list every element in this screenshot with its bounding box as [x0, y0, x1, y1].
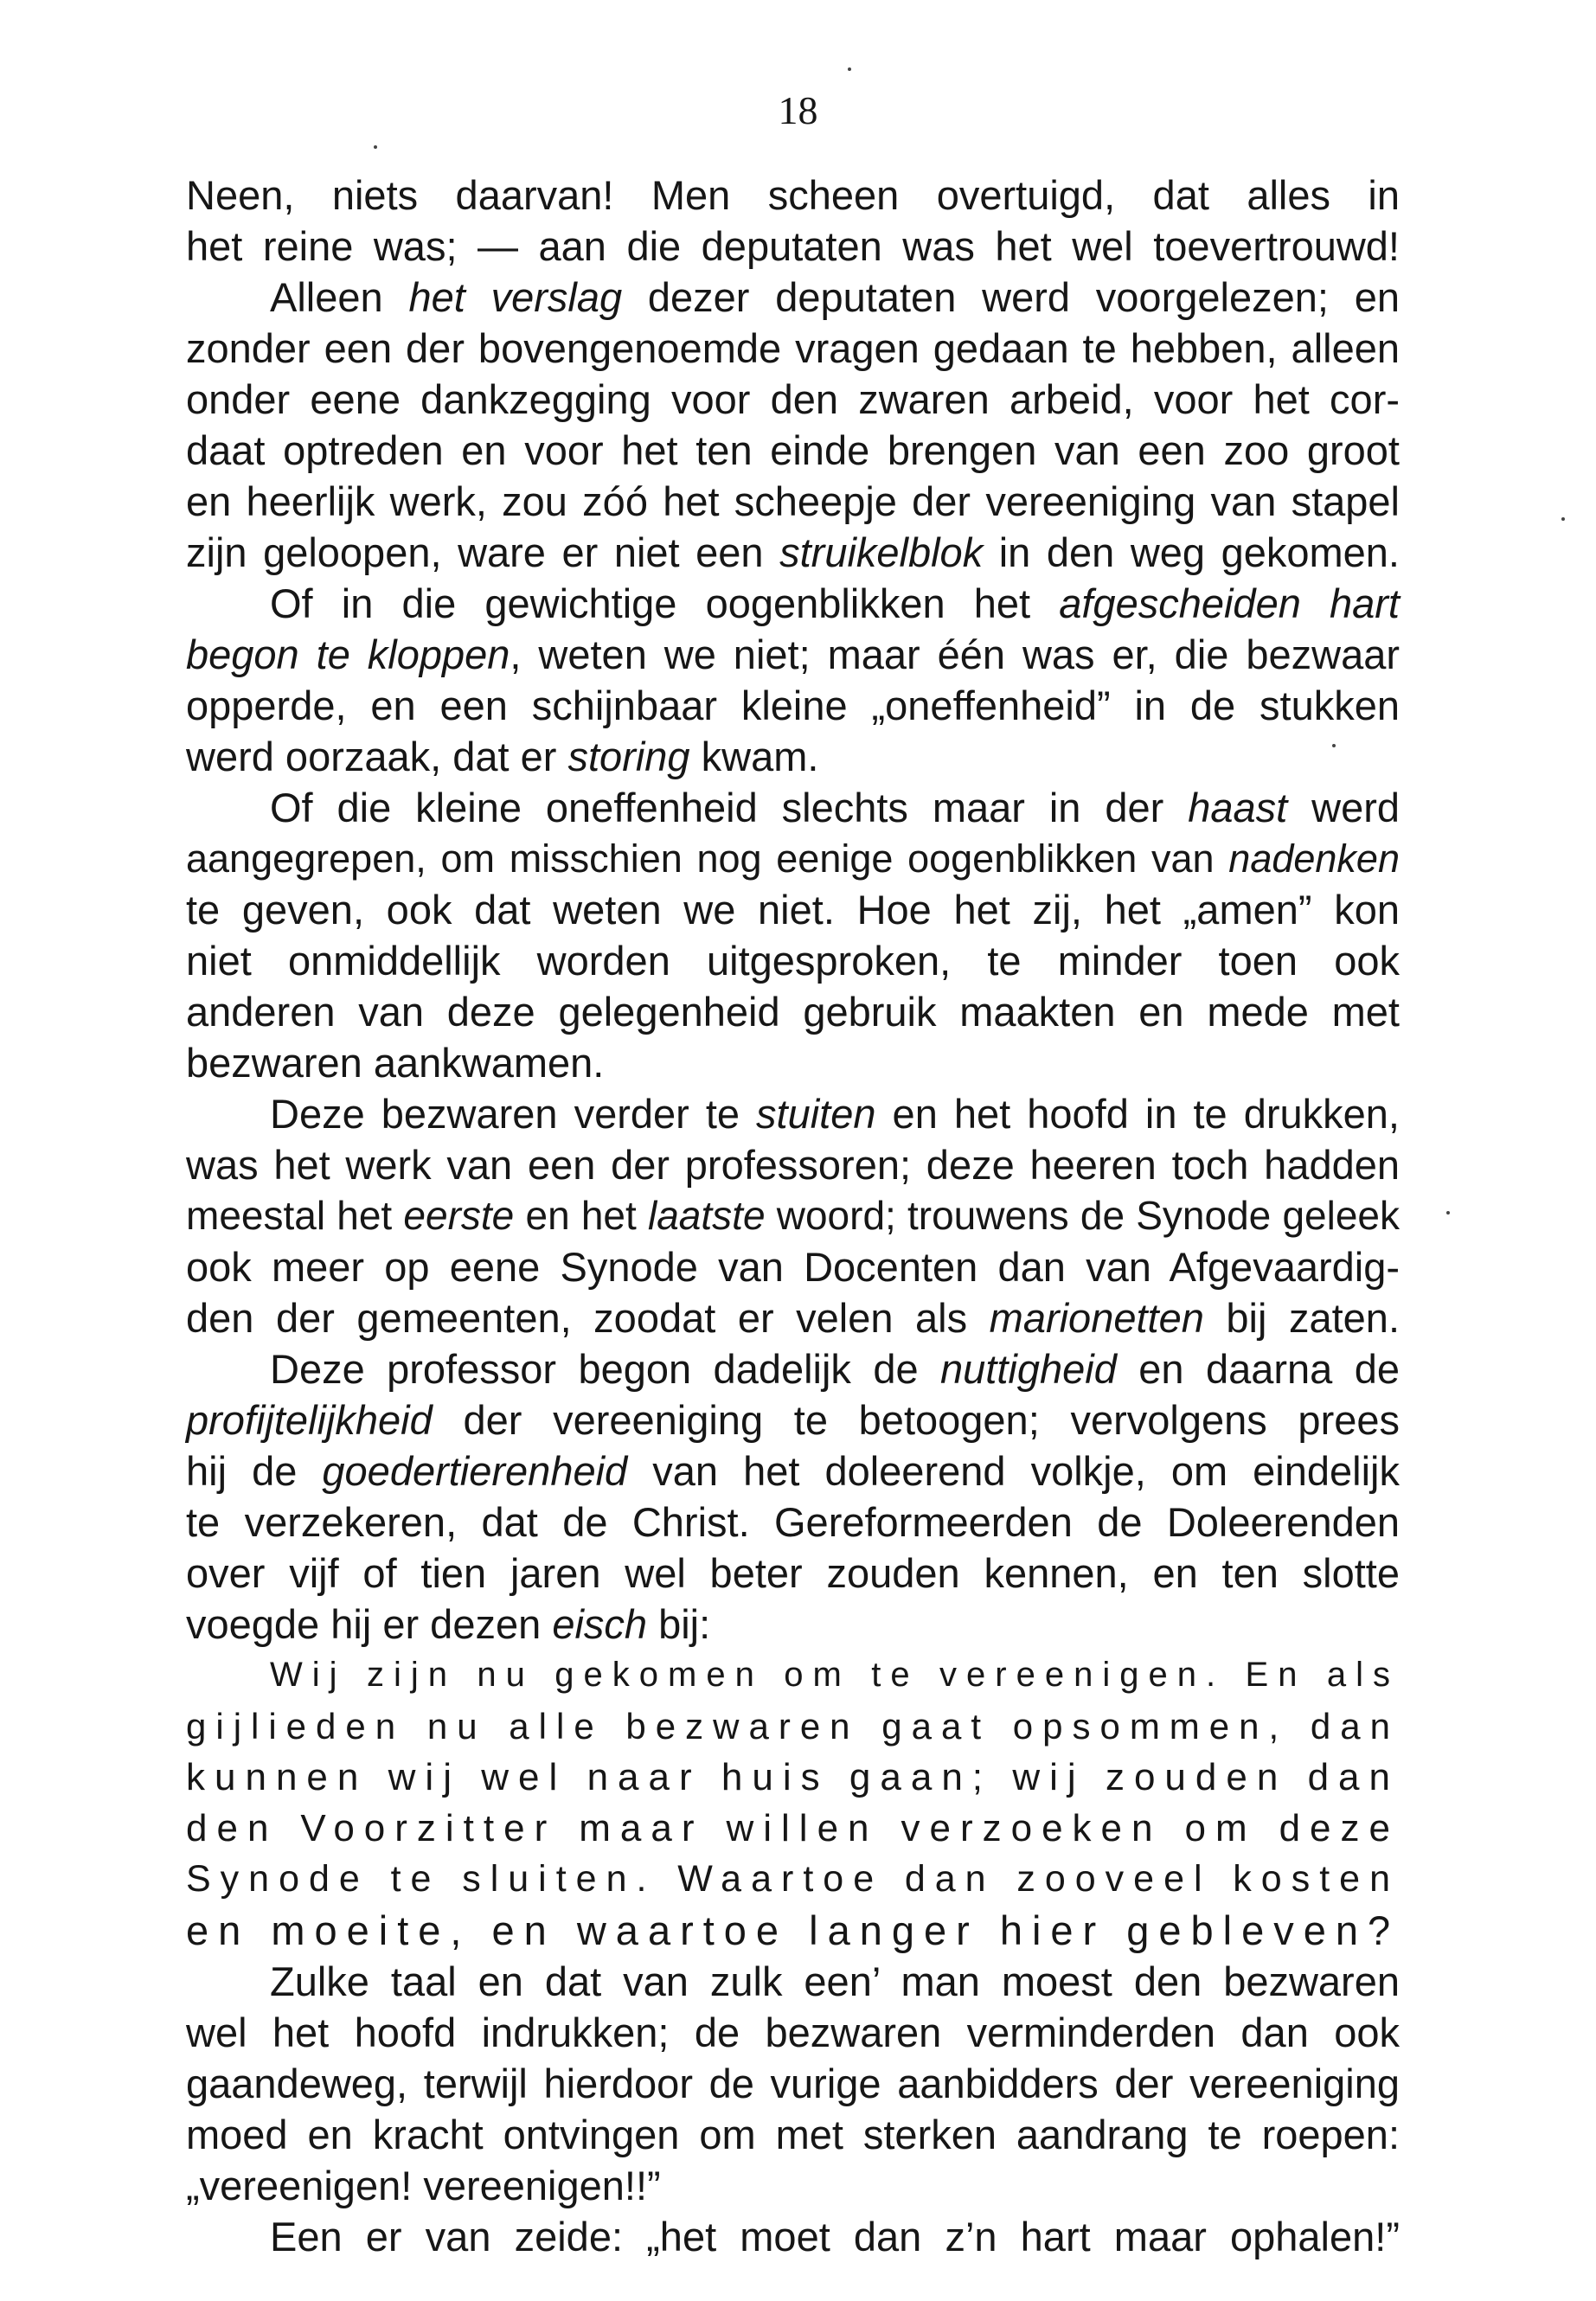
text-line — [186, 1752, 1400, 1803]
emphasis-text: nuttigheid — [940, 1346, 1117, 1392]
text-segment: bij: — [647, 1601, 711, 1647]
emphasis-text: struikelblok — [779, 529, 984, 575]
text-segment: en het hoofd in te drukken, — [875, 1091, 1400, 1137]
text-line — [186, 1445, 1400, 1497]
emphasis-text: stuiten — [756, 1091, 876, 1137]
text-line — [186, 782, 1400, 833]
text-line — [186, 1292, 1400, 1343]
emphasis-text: haast — [1188, 785, 1288, 830]
text-line — [186, 1241, 1400, 1292]
text-segment: bezwaren aankwamen. — [186, 1040, 605, 1086]
text-segment: Of die kleine oneffenheid slechts maar in der — [270, 785, 1189, 830]
text-segment: Wij zijn nu gekomen om te vereenigen. En als — [270, 1656, 1400, 1694]
text-line — [186, 935, 1400, 986]
text-segment: van het doleerend volkje, om eindelijk — [627, 1448, 1400, 1494]
text-segment: daat optreden en voor het ten einde brengen van een zoo groot — [186, 427, 1400, 473]
text-segment: Deze bezwaren verder te — [270, 1091, 757, 1137]
text-line — [186, 2211, 1400, 2262]
text-line — [186, 1139, 1400, 1190]
text-line — [186, 1803, 1400, 1854]
text-segment: onder eene dankzegging voor den zwaren arbeid, voor het cor- — [186, 376, 1400, 422]
text-line — [186, 425, 1400, 476]
text-line — [186, 476, 1400, 527]
emphasis-text: marionetten — [989, 1295, 1204, 1341]
text-segment: wel het hoofd indrukken; de bezwaren verminderden dan ook — [186, 2009, 1400, 2055]
text-segment: en moeite, en waartoe langer hier gebleven? — [186, 1907, 1401, 1953]
text-segment: in den weg gekomen. — [983, 529, 1400, 575]
print-speck — [1561, 517, 1565, 521]
text-segment: bij zaten. — [1203, 1295, 1400, 1341]
text-line — [186, 833, 1400, 884]
text-segment: meestal het — [186, 1193, 404, 1238]
text-segment: Deze professor begon dadelijk de — [270, 1346, 941, 1392]
text-segment: niet onmiddellijk worden uitgesproken, te minder toen ook — [186, 938, 1400, 984]
emphasis-text: eerste — [403, 1193, 515, 1238]
text-segment: en daarna de — [1116, 1346, 1400, 1392]
text-line — [186, 221, 1400, 272]
text-segment: was het werk van een der professoren; deze heeren toch hadden — [186, 1142, 1400, 1188]
text-segment: ook meer op eene Synode van Docenten dan van Afgevaardig- — [186, 1244, 1400, 1290]
print-speck — [848, 67, 851, 71]
text-line — [186, 2160, 1400, 2211]
emphasis-text: het verslag — [408, 274, 623, 320]
text-line — [186, 1343, 1400, 1394]
page-number: 18 — [778, 88, 818, 132]
emphasis-text: goedertierenheid — [322, 1448, 628, 1494]
emphasis-text: laatste — [648, 1193, 766, 1238]
text-segment: , weten we niet; maar één was er, die bezwaar — [510, 631, 1400, 677]
text-line — [186, 1548, 1400, 1599]
text-line — [186, 1905, 1400, 1956]
text-segment: kunnen wij wel naar huis gaan; wij zouden dan — [186, 1756, 1400, 1798]
text-segment: over vijf of tien jaren wel beter zouden kennen, en ten slotte — [186, 1550, 1400, 1596]
text-segment: anderen van deze gelegenheid gebruik maakten en mede met — [186, 989, 1400, 1035]
text-line — [186, 272, 1400, 323]
emphasis-text: nadenken — [1228, 836, 1400, 881]
body-text — [186, 170, 1400, 2262]
print-speck — [1332, 744, 1336, 747]
text-line — [186, 1701, 1400, 1752]
text-segment: en het — [514, 1193, 648, 1238]
text-segment: te geven, ook dat weten we niet. Hoe het zij, het „amen” kon — [186, 887, 1400, 933]
text-segment: aangegrepen, om misschien nog eenige oogenblikken van — [186, 836, 1229, 881]
text-line — [186, 1088, 1400, 1139]
text-segment: Of in die gewichtige oogenblikken het — [270, 580, 1060, 626]
text-segment: hij de — [186, 1448, 323, 1494]
emphasis-text: eisch — [552, 1601, 648, 1647]
text-segment: Alleen — [270, 274, 409, 320]
text-segment: „vereenigen! vereenigen!!” — [186, 2163, 661, 2208]
text-line — [186, 2109, 1400, 2160]
text-line — [186, 1037, 1400, 1088]
text-segment: dezer deputaten werd voorgelezen; en — [622, 274, 1400, 320]
text-segment: zijn geloopen, ware er niet een — [186, 529, 780, 575]
text-line — [186, 731, 1400, 782]
text-line — [186, 680, 1400, 731]
emphasis-text: profijtelijkheid — [186, 1397, 433, 1443]
text-segment: Neen, niets daarvan! Men scheen overtuigd, dat alles in — [186, 172, 1400, 218]
text-line — [186, 1956, 1400, 2007]
emphasis-text: afgescheiden hart — [1059, 580, 1400, 626]
text-line — [186, 323, 1400, 374]
text-segment: zonder een der bovengenoemde vragen gedaan te hebben, alleen — [186, 325, 1400, 371]
text-line — [186, 986, 1400, 1037]
text-line — [186, 578, 1400, 629]
text-line — [186, 2058, 1400, 2109]
text-line — [186, 1190, 1400, 1241]
text-segment: Zulke taal en dat van zulk een’ man moest den bezwaren — [270, 1958, 1400, 2004]
text-segment: der vereeniging te betoogen; vervolgens prees — [432, 1397, 1400, 1443]
text-line — [186, 1854, 1400, 1905]
text-line — [186, 884, 1400, 935]
emphasis-text: begon te kloppen — [186, 631, 510, 677]
text-segment: moed en kracht ontvingen om met sterken aandrang te roepen: — [186, 2112, 1400, 2157]
text-segment: werd — [1287, 785, 1400, 830]
text-line — [186, 374, 1400, 425]
text-line — [186, 629, 1400, 680]
text-segment: voegde hij er dezen — [186, 1601, 553, 1647]
text-segment: Synode te sluiten. Waartoe dan zooveel kosten — [186, 1858, 1400, 1900]
text-segment: den der gemeenten, zoodat er velen als — [186, 1295, 990, 1341]
print-speck — [374, 145, 377, 149]
text-segment: opperde, en een schijnbaar kleine „oneffenheid” in de stukken — [186, 683, 1400, 728]
text-segment: woord; trouwens de Synode geleek — [765, 1193, 1400, 1238]
text-line — [186, 1650, 1400, 1701]
text-segment: en heerlijk werk, zou zóó het scheepje der vereeniging van stapel — [186, 478, 1400, 524]
print-speck — [1446, 1211, 1450, 1215]
text-segment: het reine was; — aan die deputaten was het wel toevertrouwd! — [186, 223, 1400, 269]
emphasis-text: storing — [567, 734, 690, 779]
text-segment: den Voorzitter maar willen verzoeken om deze — [186, 1807, 1400, 1849]
text-segment: gijlieden nu alle bezwaren gaat opsommen, dan — [186, 1706, 1400, 1747]
text-segment: gaandeweg, terwijl hierdoor de vurige aanbidders der vereeniging — [186, 2061, 1400, 2106]
text-line — [186, 527, 1400, 578]
text-line — [186, 1497, 1400, 1548]
text-segment: te verzekeren, dat de Christ. Gereformeerden de Doleerenden — [186, 1499, 1400, 1545]
text-line — [186, 1394, 1400, 1445]
text-segment: kwam. — [689, 734, 819, 779]
text-line — [186, 2007, 1400, 2058]
text-segment: Een er van zeide: „het moet dan z’n hart maar ophalen!” — [270, 2214, 1400, 2259]
text-line — [186, 170, 1400, 221]
text-line — [186, 1599, 1400, 1650]
text-segment: werd oorzaak, dat er — [186, 734, 568, 779]
